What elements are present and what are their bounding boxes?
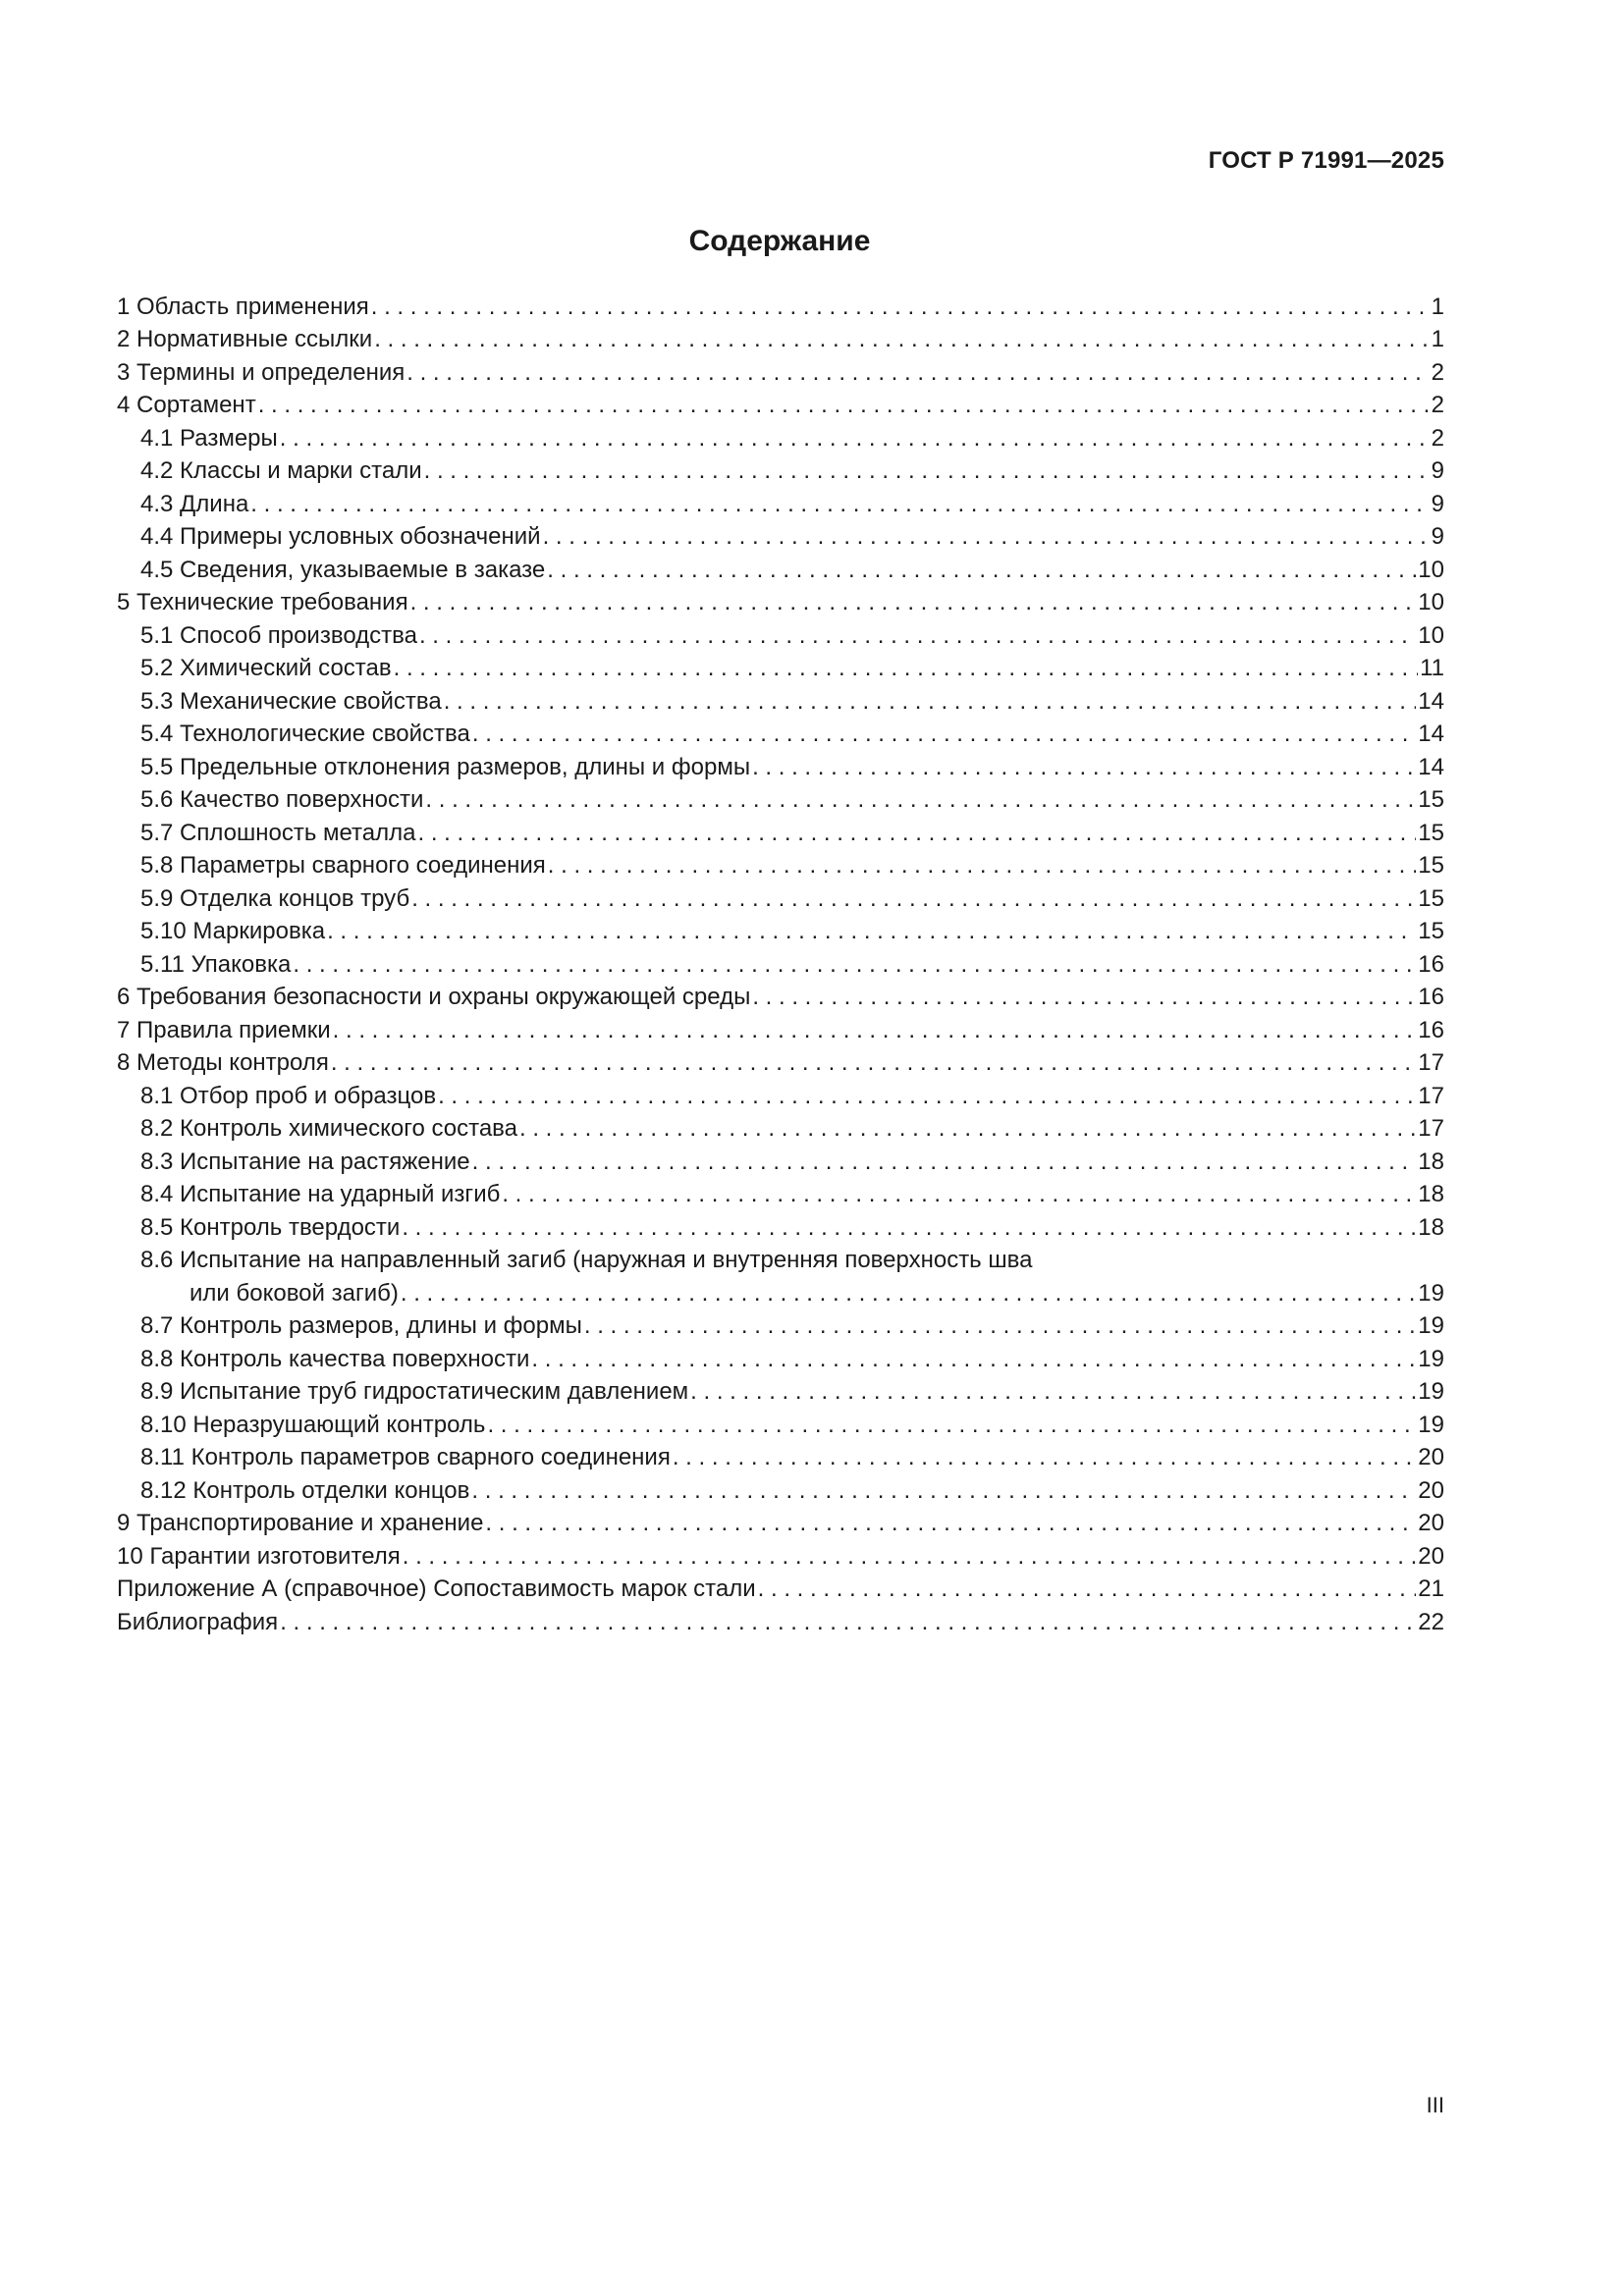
toc-entry-page: 17: [1418, 1115, 1444, 1142]
toc-entry-page: 10: [1418, 589, 1444, 615]
toc-entry-text: 4 Сортамент: [117, 392, 256, 418]
toc-entry-page: 14: [1418, 687, 1444, 715]
dot-leader: [548, 852, 1417, 880]
toc-entry[interactable]: [117, 551, 1444, 584]
toc-entry-page: 18: [1418, 1181, 1444, 1207]
toc-entry-text: 5.4 Технологические свойства: [140, 721, 470, 747]
dot-leader: [487, 1412, 1416, 1439]
table-of-contents: [117, 288, 1444, 1636]
dot-leader: [394, 655, 1418, 682]
toc-entry-text: 8.1 Отбор проб и образцов: [140, 1082, 437, 1109]
toc-entry-page: 15: [1418, 819, 1444, 846]
toc-entry[interactable]: [117, 682, 1444, 716]
toc-entry[interactable]: [117, 1143, 1444, 1176]
toc-entry[interactable]: [117, 1537, 1444, 1571]
toc-entry[interactable]: [117, 321, 1444, 354]
toc-entry-text: Приложение А (справочное) Сопоставимость марок стали: [117, 1575, 756, 1602]
toc-entry-page: 2: [1431, 424, 1444, 452]
toc-entry-continuation: [140, 1280, 1444, 1308]
toc-entry-page: 20: [1418, 1542, 1444, 1570]
toc-entry-text: 5.9 Отделка концов труб: [140, 884, 410, 912]
toc-entry-text: 1 Область применения: [117, 293, 369, 320]
toc-entry[interactable]: [117, 419, 1444, 453]
toc-entry[interactable]: [117, 880, 1444, 913]
toc-entry-text: 7 Правила приемки: [117, 1016, 331, 1043]
toc-entry[interactable]: [117, 1011, 1444, 1044]
toc-entry[interactable]: [117, 814, 1444, 847]
toc-entry-page: 1: [1431, 326, 1444, 352]
toc-entry[interactable]: [117, 1208, 1444, 1242]
dot-leader: [402, 1214, 1416, 1242]
toc-entry[interactable]: [117, 1406, 1444, 1439]
dot-leader: [752, 984, 1416, 1011]
toc-entry[interactable]: [117, 1308, 1444, 1341]
toc-entry-text: 5.2 Химический состав: [140, 655, 392, 681]
dot-leader: [371, 294, 1430, 321]
toc-entry-text: 5.11 Упаковка: [140, 950, 292, 978]
toc-entry-page: 19: [1418, 1411, 1444, 1438]
toc-entry-page: 21: [1418, 1575, 1444, 1602]
toc-entry[interactable]: [117, 1603, 1444, 1636]
toc-entry[interactable]: [117, 584, 1444, 617]
dot-leader: [401, 1280, 1416, 1308]
toc-entry[interactable]: [117, 1439, 1444, 1472]
toc-entry-text: 8.12 Контроль отделки концов: [140, 1476, 470, 1504]
dot-leader: [410, 589, 1417, 616]
toc-entry-text: 8 Методы контроля: [117, 1049, 329, 1076]
toc-entry-page: 18: [1418, 1148, 1444, 1175]
toc-entry[interactable]: [117, 1571, 1444, 1604]
dot-leader: [531, 1346, 1416, 1373]
dot-leader: [472, 1148, 1417, 1176]
toc-entry-page: 17: [1418, 1082, 1444, 1109]
toc-entry-page: 2: [1431, 392, 1444, 418]
toc-entry-page: 20: [1418, 1476, 1444, 1504]
toc-entry-page: 1: [1431, 293, 1444, 320]
dot-leader: [280, 1609, 1416, 1636]
dot-leader: [411, 885, 1416, 913]
toc-entry-page: 14: [1418, 721, 1444, 747]
toc-entry-page: 16: [1418, 950, 1444, 978]
toc-entry-text: 2 Нормативные ссылки: [117, 326, 373, 352]
toc-entry-text: 5.1 Способ производства: [140, 621, 417, 649]
dot-leader: [374, 326, 1429, 353]
toc-entry[interactable]: [117, 387, 1444, 420]
toc-entry-text: 4.1 Размеры: [140, 424, 278, 452]
toc-entry[interactable]: [117, 748, 1444, 781]
toc-entry-page: 11: [1420, 655, 1444, 681]
toc-entry-page: 9: [1431, 523, 1444, 550]
toc-entry[interactable]: [117, 1044, 1444, 1078]
toc-entry[interactable]: [117, 518, 1444, 552]
toc-entry[interactable]: [117, 913, 1444, 946]
toc-entry-text: 10 Гарантии изготовителя: [117, 1542, 401, 1570]
toc-entry-page: 22: [1418, 1608, 1444, 1635]
toc-entry[interactable]: [117, 847, 1444, 881]
toc-entry-text: 8.11 Контроль параметров сварного соединения: [140, 1444, 671, 1470]
dot-leader: [331, 1049, 1416, 1077]
toc-entry[interactable]: [117, 1505, 1444, 1538]
toc-title: Содержание: [688, 225, 871, 257]
dot-leader: [424, 457, 1430, 485]
dot-leader: [417, 820, 1416, 847]
toc-entry-page: 16: [1418, 984, 1444, 1010]
toc-entry[interactable]: [117, 616, 1444, 650]
dot-leader: [673, 1444, 1416, 1471]
toc-entry[interactable]: [117, 1242, 1444, 1308]
dot-leader: [403, 1543, 1417, 1571]
toc-entry-page: 20: [1418, 1510, 1444, 1536]
dot-leader: [472, 721, 1416, 748]
toc-entry-text: 3 Термины и определения: [117, 358, 406, 386]
dot-leader: [327, 918, 1416, 945]
toc-entry-text: 8.8 Контроль качества поверхности: [140, 1345, 530, 1372]
toc-entry-page: 20: [1418, 1444, 1444, 1470]
toc-entry-text: 5.5 Предельные отклонения размеров, длины и формы: [140, 753, 751, 780]
toc-entry-text: 6 Требования безопасности и охраны окружающей среды: [117, 984, 751, 1010]
toc-entry-page: 18: [1418, 1213, 1444, 1241]
dot-leader: [584, 1312, 1416, 1340]
dot-leader: [502, 1181, 1416, 1208]
dot-leader: [425, 786, 1416, 814]
dot-leader: [406, 359, 1429, 387]
document-code: ГОСТ Р 71991—2025: [1208, 147, 1444, 174]
dot-leader: [547, 557, 1416, 584]
toc-entry[interactable]: [117, 1373, 1444, 1407]
dot-leader: [280, 425, 1430, 453]
toc-entry[interactable]: [117, 1176, 1444, 1209]
dot-leader: [293, 951, 1416, 979]
toc-entry-text: 4.2 Классы и марки стали: [140, 457, 422, 484]
toc-entry[interactable]: [117, 453, 1444, 486]
toc-entry-text: 8.4 Испытание на ударный изгиб: [140, 1181, 501, 1207]
dot-leader: [438, 1083, 1416, 1110]
dot-leader: [471, 1477, 1416, 1505]
toc-entry-text: 9 Транспортирование и хранение: [117, 1510, 484, 1536]
dot-leader: [333, 1017, 1417, 1044]
toc-entry[interactable]: [117, 353, 1444, 387]
toc-entry-text: 5.6 Качество поверхности: [140, 786, 424, 813]
toc-entry-page: 10: [1418, 556, 1444, 583]
dot-leader: [485, 1510, 1416, 1537]
toc-entry[interactable]: [117, 650, 1444, 683]
toc-entry-page: 15: [1418, 884, 1444, 912]
toc-entry[interactable]: [117, 288, 1444, 321]
toc-entry-page: 15: [1418, 786, 1444, 813]
dot-leader: [258, 392, 1430, 419]
toc-entry-text-continued: или боковой загиб): [189, 1279, 399, 1307]
dot-leader: [543, 523, 1430, 551]
toc-entry-text: 8.7 Контроль размеров, длины и формы: [140, 1312, 582, 1339]
toc-entry-page: 16: [1418, 1016, 1444, 1043]
toc-entry-page: 19: [1418, 1279, 1444, 1307]
toc-entry-text: 4.4 Примеры условных обозначений: [140, 523, 541, 550]
dot-leader: [250, 491, 1429, 518]
toc-entry-text: 8.5 Контроль твердости: [140, 1213, 401, 1241]
toc-entry[interactable]: [117, 716, 1444, 749]
toc-entry-text: 8.6 Испытание на направленный загиб (наружная и внутренняя поверхность шва: [140, 1247, 1033, 1274]
toc-entry-text: 5.3 Механические свойства: [140, 687, 442, 715]
toc-entry-page: 15: [1418, 918, 1444, 944]
toc-entry[interactable]: [117, 1110, 1444, 1144]
toc-entry-page: 19: [1418, 1312, 1444, 1339]
dot-leader: [690, 1378, 1416, 1406]
toc-entry-text: 8.10 Неразрушающий контроль: [140, 1411, 486, 1438]
toc-entry-text: 5.8 Параметры сварного соединения: [140, 852, 546, 879]
toc-entry-text: 8.2 Контроль химического состава: [140, 1115, 517, 1142]
toc-entry-text: 8.9 Испытание труб гидростатическим давлением: [140, 1378, 689, 1405]
toc-entry[interactable]: [117, 979, 1444, 1012]
toc-entry-page: 15: [1418, 852, 1444, 879]
dot-leader: [758, 1575, 1417, 1603]
toc-entry-page: 19: [1418, 1345, 1444, 1372]
page-number: III: [1426, 2093, 1444, 2117]
toc-entry[interactable]: [117, 1077, 1444, 1110]
toc-entry-text: 4.5 Сведения, указываемые в заказе: [140, 556, 546, 583]
toc-entry-text: 5 Технические требования: [117, 589, 408, 615]
toc-entry[interactable]: [117, 1471, 1444, 1505]
toc-entry[interactable]: [117, 485, 1444, 518]
toc-entry-page: 19: [1418, 1378, 1444, 1405]
dot-leader: [519, 1115, 1416, 1143]
toc-entry[interactable]: [117, 945, 1444, 979]
toc-entry-text: Библиография: [117, 1608, 279, 1635]
toc-entry-page: 9: [1431, 490, 1444, 517]
toc-entry[interactable]: [117, 781, 1444, 815]
dot-leader: [444, 688, 1417, 716]
toc-entry-text: 4.3 Длина: [140, 490, 249, 517]
toc-entry[interactable]: [117, 1340, 1444, 1373]
toc-entry-page: 17: [1418, 1049, 1444, 1076]
dot-leader: [752, 754, 1416, 781]
toc-entry-page: 10: [1418, 621, 1444, 649]
dot-leader: [419, 622, 1416, 650]
toc-entry-text: 5.7 Сплошность металла: [140, 819, 416, 846]
toc-entry-page: 14: [1418, 753, 1444, 780]
toc-entry-page: 2: [1431, 358, 1444, 386]
toc-entry-page: 9: [1431, 457, 1444, 484]
toc-entry-text: 8.3 Испытание на растяжение: [140, 1148, 470, 1175]
toc-entry-text: 5.10 Маркировка: [140, 918, 326, 944]
